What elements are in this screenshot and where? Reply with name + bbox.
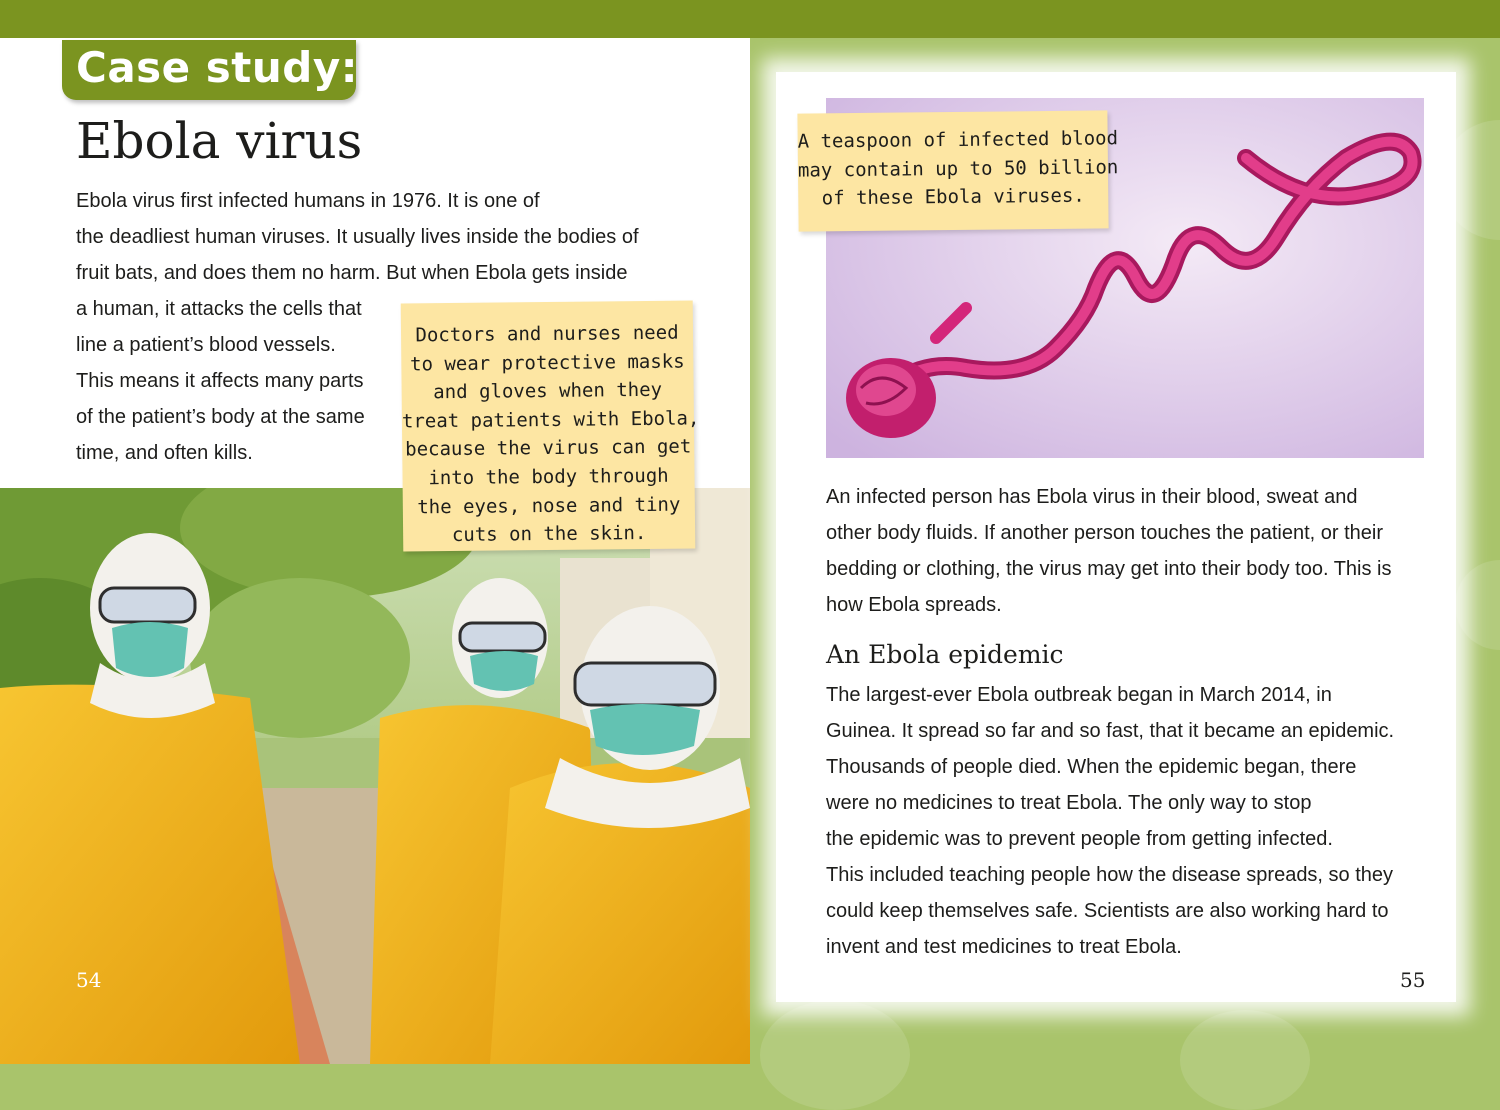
spread-line: how Ebola spreads. [826, 594, 1002, 616]
callout-line: may contain up to 50 billion [797, 155, 1119, 182]
health-workers-photo [0, 488, 750, 1064]
spread-line: bedding or clothing, the virus may get into their body too. This is [826, 558, 1392, 580]
epidemic-line: were no medicines to treat Ebola. The only way to stop [826, 792, 1312, 814]
spread-line: An infected person has Ebola virus in their blood, sweat and [826, 486, 1358, 508]
callout-line: the eyes, nose and tiny [417, 493, 681, 518]
intro-line: line a patient’s blood vessels. [76, 334, 336, 356]
intro-line: time, and often kills. [76, 442, 253, 464]
intro-line: Ebola virus first infected humans in 1976. It is one of [76, 190, 540, 212]
callout-line: A teaspoon of infected blood [797, 127, 1119, 153]
page-number-right: 55 [1400, 968, 1426, 992]
intro-line: of the patient’s body at the same [76, 406, 365, 428]
page-number-left: 54 [76, 968, 102, 992]
section-heading: An Ebola epidemic [826, 640, 1064, 669]
callout-line: and gloves when they [433, 378, 663, 404]
epidemic-line: This included teaching people how the disease spreads, so they [826, 864, 1394, 886]
case-study-tab [62, 40, 356, 100]
callout-line: cuts on the skin. [451, 522, 647, 547]
callout-line: because the virus can get [405, 435, 692, 461]
epidemic-line: Guinea. It spread so far and so fast, that it became an epidemic. [826, 720, 1395, 742]
background-blob [1455, 560, 1500, 650]
callout-line: of these Ebola viruses. [821, 184, 1085, 210]
epidemic-line: Thousands of people died. When the epidemic began, there [826, 756, 1357, 778]
callout-line: to wear protective masks [409, 350, 685, 376]
callout-line: Doctors and nurses need [415, 321, 679, 347]
page-title: Ebola virus [76, 112, 363, 170]
intro-line: a human, it attacks the cells that [76, 298, 362, 320]
virus-callout [797, 110, 1119, 231]
epidemic-line: the epidemic was to prevent people from getting infected. [826, 828, 1333, 850]
epidemic-line: could keep themselves safe. Scientists are also working hard to [826, 900, 1389, 922]
spread-line: other body fluids. If another person touches the patient, or their [826, 522, 1384, 544]
background-blob [1180, 1010, 1310, 1110]
health-workers-illustration [0, 488, 750, 1064]
case-study-label: Case study: [76, 43, 358, 92]
background-blob [760, 1000, 910, 1110]
epidemic-line: invent and test medicines to treat Ebola. [826, 936, 1182, 958]
intro-line: the deadliest human viruses. It usually lives inside the bodies of [76, 226, 639, 248]
callout-line: into the body through [428, 464, 669, 490]
epidemic-line: The largest-ever Ebola outbreak began in March 2014, in [826, 684, 1332, 706]
intro-line: This means it affects many parts [76, 370, 364, 392]
ppe-callout [401, 300, 700, 551]
intro-line: fruit bats, and does them no harm. But when Ebola gets inside [76, 262, 628, 284]
top-band [0, 0, 1500, 38]
callout-line: treat patients with Ebola, [401, 407, 700, 433]
